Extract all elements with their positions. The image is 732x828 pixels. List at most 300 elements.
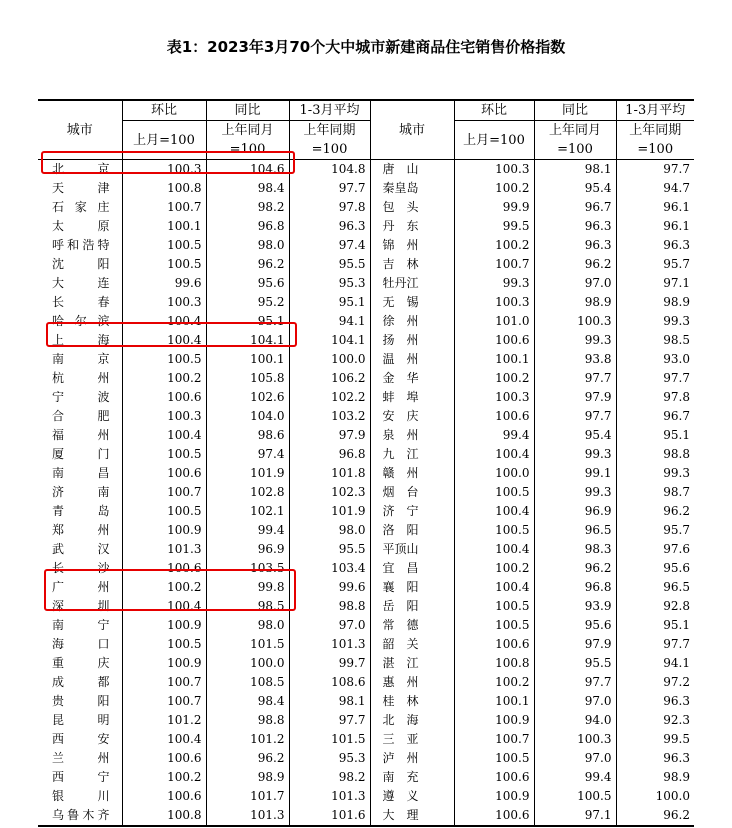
city-name: 乌鲁木齐 xyxy=(38,806,122,826)
mom-value: 100.4 xyxy=(122,597,206,616)
city-name-right: 锦 州 xyxy=(370,236,454,255)
city-name: 大 连 xyxy=(52,276,110,290)
yoy-value-right: 97.9 xyxy=(534,388,616,407)
yoy-value: 101.7 xyxy=(206,787,289,806)
city-name-right: 赣 州 xyxy=(370,464,454,483)
city-name-right: 三 亚 xyxy=(370,730,454,749)
city-name-right: 北 海 xyxy=(370,711,454,730)
table-row xyxy=(38,597,694,616)
table-row xyxy=(38,293,694,312)
city-name: 福 州 xyxy=(52,428,110,442)
yoy-value: 105.8 xyxy=(206,369,289,388)
yoy-value-right: 98.1 xyxy=(534,160,616,180)
ytd-value-right: 96.1 xyxy=(616,217,694,236)
city-name-right: 金 华 xyxy=(370,369,454,388)
ytd-value: 104.1 xyxy=(289,331,370,350)
ytd-value-right: 98.9 xyxy=(616,768,694,787)
ytd-value: 99.7 xyxy=(289,654,370,673)
city-name: 西 宁 xyxy=(52,770,110,784)
mom-value: 100.6 xyxy=(122,787,206,806)
city-name: 广 州 xyxy=(52,580,110,594)
city-name: 太 原 xyxy=(52,219,110,233)
mom-value-right: 100.6 xyxy=(454,806,534,826)
mom-value-right: 100.3 xyxy=(454,293,534,312)
table-row xyxy=(38,711,694,730)
mom-value: 100.5 xyxy=(122,445,206,464)
ytd-value-right: 94.1 xyxy=(616,654,694,673)
yoy-value-right: 96.5 xyxy=(534,521,616,540)
ytd-value-right: 96.5 xyxy=(616,578,694,597)
yoy-value-right: 98.3 xyxy=(534,540,616,559)
mom-value-right: 100.6 xyxy=(454,635,534,654)
ytd-value: 95.5 xyxy=(289,540,370,559)
city-name: 成 都 xyxy=(52,675,110,689)
city-name-right: 济 宁 xyxy=(370,502,454,521)
mom-value: 101.3 xyxy=(122,540,206,559)
ytd-value-right: 97.2 xyxy=(616,673,694,692)
city-name-right: 韶 关 xyxy=(370,635,454,654)
table-row xyxy=(38,179,694,198)
yoy-subheader-right: 上年同月 =100 xyxy=(534,121,616,160)
mom-value: 100.5 xyxy=(122,502,206,521)
city-name: 上 海 xyxy=(52,333,110,347)
yoy-value: 98.6 xyxy=(206,426,289,445)
city-name-right: 包 头 xyxy=(370,198,454,217)
mom-value-right: 100.5 xyxy=(454,749,534,768)
city-name-right: 湛 江 xyxy=(370,654,454,673)
mom-value-right: 100.2 xyxy=(454,559,534,578)
city-name: 济 南 xyxy=(52,485,110,499)
mom-value-right: 100.2 xyxy=(454,179,534,198)
city-name-right: 常 德 xyxy=(370,616,454,635)
ytd-value: 97.7 xyxy=(289,711,370,730)
mom-value: 100.8 xyxy=(122,179,206,198)
yoy-value-right: 97.7 xyxy=(534,673,616,692)
ytd-value-right: 96.2 xyxy=(616,806,694,826)
yoy-value: 96.2 xyxy=(206,749,289,768)
mom-value: 100.5 xyxy=(122,236,206,255)
ytd-header: 1-3月平均 xyxy=(289,100,370,121)
yoy-value-right: 95.4 xyxy=(534,426,616,445)
mom-value-right: 100.3 xyxy=(454,388,534,407)
city-name: 重 庆 xyxy=(52,656,110,670)
mom-value-right: 99.3 xyxy=(454,274,534,293)
table-row xyxy=(38,578,694,597)
mom-value-right: 99.9 xyxy=(454,198,534,217)
city-name-right: 大 理 xyxy=(370,806,454,826)
yoy-value-right: 99.3 xyxy=(534,445,616,464)
yoy-value-right: 96.3 xyxy=(534,217,616,236)
ytd-value: 97.4 xyxy=(289,236,370,255)
ytd-value: 95.1 xyxy=(289,293,370,312)
ytd-value: 103.2 xyxy=(289,407,370,426)
ytd-value: 99.6 xyxy=(289,578,370,597)
mom-value-right: 100.1 xyxy=(454,692,534,711)
mom-value: 100.2 xyxy=(122,369,206,388)
city-name: 海 口 xyxy=(52,637,110,651)
ytd-value: 100.0 xyxy=(289,350,370,369)
mom-value: 100.3 xyxy=(122,407,206,426)
ytd-value-right: 96.2 xyxy=(616,502,694,521)
yoy-value: 98.0 xyxy=(206,616,289,635)
yoy-value: 95.2 xyxy=(206,293,289,312)
yoy-value-right: 97.0 xyxy=(534,692,616,711)
ytd-value-right: 95.7 xyxy=(616,521,694,540)
ytd-value-right: 92.3 xyxy=(616,711,694,730)
table-row xyxy=(38,616,694,635)
mom-value: 100.7 xyxy=(122,673,206,692)
table-row xyxy=(38,350,694,369)
mom-value-right: 100.6 xyxy=(454,407,534,426)
city-name: 兰 州 xyxy=(52,751,110,765)
table-row xyxy=(38,521,694,540)
city-name: 石家庄 xyxy=(52,200,110,214)
table-row xyxy=(38,160,694,180)
yoy-value-right: 100.5 xyxy=(534,787,616,806)
city-name-right: 扬 州 xyxy=(370,331,454,350)
table-row xyxy=(38,331,694,350)
mom-header-right: 环比 xyxy=(454,100,534,121)
mom-value: 100.7 xyxy=(122,483,206,502)
city-name-right: 宜 昌 xyxy=(370,559,454,578)
mom-value: 100.9 xyxy=(122,521,206,540)
mom-value: 101.2 xyxy=(122,711,206,730)
yoy-value: 96.2 xyxy=(206,255,289,274)
table-row xyxy=(38,217,694,236)
ytd-value-right: 98.7 xyxy=(616,483,694,502)
yoy-value: 98.9 xyxy=(206,768,289,787)
yoy-value-right: 95.5 xyxy=(534,654,616,673)
city-name-right: 蚌 埠 xyxy=(370,388,454,407)
ytd-value-right: 93.0 xyxy=(616,350,694,369)
yoy-value-right: 94.0 xyxy=(534,711,616,730)
table-row xyxy=(38,426,694,445)
ytd-value-right: 97.6 xyxy=(616,540,694,559)
ytd-value: 95.3 xyxy=(289,749,370,768)
city-name: 长 春 xyxy=(52,295,110,309)
yoy-value-right: 96.2 xyxy=(534,255,616,274)
table-row xyxy=(38,502,694,521)
mom-value: 100.1 xyxy=(122,217,206,236)
mom-value-right: 100.1 xyxy=(454,350,534,369)
city-name: 青 岛 xyxy=(52,504,110,518)
ytd-value-right: 95.6 xyxy=(616,559,694,578)
city-name: 武 汉 xyxy=(52,542,110,556)
ytd-value-right: 97.8 xyxy=(616,388,694,407)
ytd-value: 97.9 xyxy=(289,426,370,445)
yoy-value-right: 97.0 xyxy=(534,274,616,293)
mom-value: 100.4 xyxy=(122,331,206,350)
yoy-value-right: 97.0 xyxy=(534,749,616,768)
city-name: 厦 门 xyxy=(52,447,110,461)
mom-value: 100.4 xyxy=(122,312,206,331)
table-row xyxy=(38,635,694,654)
ytd-value: 98.1 xyxy=(289,692,370,711)
yoy-value: 96.8 xyxy=(206,217,289,236)
ytd-value-right: 96.3 xyxy=(616,749,694,768)
yoy-value: 101.2 xyxy=(206,730,289,749)
city-name-right: 烟 台 xyxy=(370,483,454,502)
yoy-value-right: 99.3 xyxy=(534,483,616,502)
yoy-value: 101.3 xyxy=(206,806,289,826)
city-name: 郑 州 xyxy=(52,523,110,537)
city-name: 合 肥 xyxy=(52,409,110,423)
yoy-value-right: 97.1 xyxy=(534,806,616,826)
yoy-value-right: 95.4 xyxy=(534,179,616,198)
ytd-value-right: 97.7 xyxy=(616,635,694,654)
city-name: 长 沙 xyxy=(52,561,110,575)
yoy-value-right: 99.4 xyxy=(534,768,616,787)
city-name: 天 津 xyxy=(52,181,110,195)
ytd-value-right: 97.7 xyxy=(616,369,694,388)
table-row xyxy=(38,464,694,483)
ytd-value-right: 94.7 xyxy=(616,179,694,198)
mom-subheader-right: 上月=100 xyxy=(454,121,534,160)
table-row xyxy=(38,730,694,749)
mom-value: 100.7 xyxy=(122,692,206,711)
mom-value: 100.2 xyxy=(122,768,206,787)
ytd-value: 104.8 xyxy=(289,160,370,180)
mom-value: 100.2 xyxy=(122,578,206,597)
mom-value: 100.6 xyxy=(122,388,206,407)
ytd-value-right: 98.9 xyxy=(616,293,694,312)
city-header-right: 城市 xyxy=(370,100,454,160)
ytd-value-right: 95.1 xyxy=(616,616,694,635)
ytd-value: 97.0 xyxy=(289,616,370,635)
mom-value-right: 100.3 xyxy=(454,160,534,180)
ytd-value: 95.5 xyxy=(289,255,370,274)
mom-value-right: 100.8 xyxy=(454,654,534,673)
mom-value-right: 100.5 xyxy=(454,521,534,540)
mom-value: 100.7 xyxy=(122,198,206,217)
ytd-value: 96.8 xyxy=(289,445,370,464)
city-name: 深 圳 xyxy=(52,599,110,613)
ytd-value-right: 97.7 xyxy=(616,160,694,180)
table-row xyxy=(38,369,694,388)
yoy-value-right: 96.8 xyxy=(534,578,616,597)
city-name-right: 安 庆 xyxy=(370,407,454,426)
city-name: 南 昌 xyxy=(52,466,110,480)
ytd-value: 101.5 xyxy=(289,730,370,749)
city-name-right: 惠 州 xyxy=(370,673,454,692)
mom-value: 100.4 xyxy=(122,730,206,749)
city-name-right: 南 充 xyxy=(370,768,454,787)
yoy-value: 97.4 xyxy=(206,445,289,464)
city-name-right: 泉 州 xyxy=(370,426,454,445)
city-name-right: 泸 州 xyxy=(370,749,454,768)
city-name-right: 徐 州 xyxy=(370,312,454,331)
ytd-value: 101.6 xyxy=(289,806,370,826)
yoy-value: 99.4 xyxy=(206,521,289,540)
mom-value: 100.5 xyxy=(122,635,206,654)
yoy-value-right: 97.7 xyxy=(534,407,616,426)
city-name: 沈 阳 xyxy=(52,257,110,271)
ytd-value: 94.1 xyxy=(289,312,370,331)
table-row xyxy=(38,388,694,407)
mom-value: 100.9 xyxy=(122,654,206,673)
table-row xyxy=(38,255,694,274)
mom-header: 环比 xyxy=(122,100,206,121)
city-name-right: 温 州 xyxy=(370,350,454,369)
yoy-value-right: 96.7 xyxy=(534,198,616,217)
table-row xyxy=(38,654,694,673)
ytd-subheader-right: 上年同期 =100 xyxy=(616,121,694,160)
city-name-right: 吉 林 xyxy=(370,255,454,274)
table-row xyxy=(38,692,694,711)
ytd-value: 98.8 xyxy=(289,597,370,616)
mom-value-right: 99.4 xyxy=(454,426,534,445)
yoy-value: 95.1 xyxy=(206,312,289,331)
yoy-value: 102.8 xyxy=(206,483,289,502)
mom-value: 100.6 xyxy=(122,559,206,578)
mom-value-right: 100.2 xyxy=(454,236,534,255)
mom-value: 100.9 xyxy=(122,616,206,635)
mom-value: 100.6 xyxy=(122,749,206,768)
mom-value-right: 100.2 xyxy=(454,369,534,388)
city-name-right: 丹 东 xyxy=(370,217,454,236)
ytd-value-right: 97.1 xyxy=(616,274,694,293)
ytd-value: 106.2 xyxy=(289,369,370,388)
ytd-value-right: 96.3 xyxy=(616,236,694,255)
ytd-value-right: 99.5 xyxy=(616,730,694,749)
yoy-value: 98.4 xyxy=(206,179,289,198)
mom-value: 100.3 xyxy=(122,293,206,312)
mom-value-right: 100.9 xyxy=(454,711,534,730)
ytd-value: 102.3 xyxy=(289,483,370,502)
yoy-value-right: 93.8 xyxy=(534,350,616,369)
yoy-value: 96.9 xyxy=(206,540,289,559)
city-name: 北 京 xyxy=(52,162,110,176)
yoy-value: 100.0 xyxy=(206,654,289,673)
ytd-value-right: 99.3 xyxy=(616,464,694,483)
ytd-value: 101.8 xyxy=(289,464,370,483)
yoy-subheader: 上年同月 =100 xyxy=(206,121,289,160)
ytd-value: 96.3 xyxy=(289,217,370,236)
yoy-value-right: 96.3 xyxy=(534,236,616,255)
yoy-value-right: 96.2 xyxy=(534,559,616,578)
ytd-value-right: 95.7 xyxy=(616,255,694,274)
city-name: 南 宁 xyxy=(52,618,110,632)
yoy-value: 98.0 xyxy=(206,236,289,255)
mom-subheader: 上月=100 xyxy=(122,121,206,160)
yoy-value: 99.8 xyxy=(206,578,289,597)
mom-value-right: 101.0 xyxy=(454,312,534,331)
table-row xyxy=(38,236,694,255)
yoy-value: 104.6 xyxy=(206,160,289,180)
ytd-value-right: 96.7 xyxy=(616,407,694,426)
table-row xyxy=(38,445,694,464)
mom-value-right: 100.0 xyxy=(454,464,534,483)
mom-value: 100.4 xyxy=(122,426,206,445)
ytd-value-right: 99.3 xyxy=(616,312,694,331)
yoy-value: 102.6 xyxy=(206,388,289,407)
price-index-table xyxy=(38,99,694,827)
table-row xyxy=(38,198,694,217)
ytd-value-right: 95.1 xyxy=(616,426,694,445)
mom-value: 100.5 xyxy=(122,255,206,274)
table-row xyxy=(38,787,694,806)
table-row xyxy=(38,483,694,502)
ytd-value-right: 92.8 xyxy=(616,597,694,616)
mom-value-right: 99.5 xyxy=(454,217,534,236)
ytd-value-right: 98.5 xyxy=(616,331,694,350)
mom-value-right: 100.4 xyxy=(454,578,534,597)
ytd-value-right: 100.0 xyxy=(616,787,694,806)
ytd-header-right: 1-3月平均 xyxy=(616,100,694,121)
ytd-value: 101.3 xyxy=(289,635,370,654)
yoy-value-right: 93.9 xyxy=(534,597,616,616)
city-name-right: 洛 阳 xyxy=(370,521,454,540)
table-row xyxy=(38,540,694,559)
ytd-value: 108.6 xyxy=(289,673,370,692)
city-name: 昆 明 xyxy=(52,713,110,727)
city-name: 西 安 xyxy=(52,732,110,746)
ytd-value-right: 96.3 xyxy=(616,692,694,711)
table-row xyxy=(38,312,694,331)
ytd-value: 98.2 xyxy=(289,768,370,787)
yoy-value: 101.9 xyxy=(206,464,289,483)
table-row xyxy=(38,274,694,293)
yoy-value: 104.0 xyxy=(206,407,289,426)
mom-value-right: 100.5 xyxy=(454,616,534,635)
mom-value-right: 100.9 xyxy=(454,787,534,806)
yoy-header-right: 同比 xyxy=(534,100,616,121)
mom-value-right: 100.5 xyxy=(454,597,534,616)
yoy-value: 98.2 xyxy=(206,198,289,217)
yoy-value: 104.1 xyxy=(206,331,289,350)
yoy-value-right: 100.3 xyxy=(534,312,616,331)
table-row xyxy=(38,806,694,826)
city-name-right: 九 江 xyxy=(370,445,454,464)
table-row xyxy=(38,673,694,692)
city-name-right: 平顶山 xyxy=(370,540,454,559)
mom-value: 100.5 xyxy=(122,350,206,369)
yoy-value-right: 100.3 xyxy=(534,730,616,749)
mom-value: 99.6 xyxy=(122,274,206,293)
city-name: 宁 波 xyxy=(52,390,110,404)
city-name: 南 京 xyxy=(52,352,110,366)
ytd-value: 102.2 xyxy=(289,388,370,407)
yoy-value: 98.8 xyxy=(206,711,289,730)
city-name-right: 桂 林 xyxy=(370,692,454,711)
yoy-value-right: 97.7 xyxy=(534,369,616,388)
mom-value: 100.3 xyxy=(122,160,206,180)
city-name-right: 牡丹江 xyxy=(370,274,454,293)
yoy-value-right: 99.3 xyxy=(534,331,616,350)
mom-value-right: 100.4 xyxy=(454,445,534,464)
mom-value-right: 100.4 xyxy=(454,540,534,559)
ytd-value-right: 96.1 xyxy=(616,198,694,217)
mom-value-right: 100.7 xyxy=(454,255,534,274)
table-row xyxy=(38,407,694,426)
mom-value-right: 100.7 xyxy=(454,730,534,749)
mom-value: 100.8 xyxy=(122,806,206,826)
yoy-value: 103.5 xyxy=(206,559,289,578)
mom-value-right: 100.5 xyxy=(454,483,534,502)
ytd-value: 101.3 xyxy=(289,787,370,806)
ytd-value: 101.9 xyxy=(289,502,370,521)
mom-value-right: 100.2 xyxy=(454,673,534,692)
ytd-value: 95.3 xyxy=(289,274,370,293)
yoy-value-right: 97.9 xyxy=(534,635,616,654)
yoy-value-right: 99.1 xyxy=(534,464,616,483)
yoy-value-right: 98.9 xyxy=(534,293,616,312)
yoy-value-right: 95.6 xyxy=(534,616,616,635)
yoy-value: 100.1 xyxy=(206,350,289,369)
table-title: 表1：2023年3月70个大中城市新建商品住宅销售价格指数 xyxy=(166,38,566,56)
ytd-value: 98.0 xyxy=(289,521,370,540)
yoy-value: 98.5 xyxy=(206,597,289,616)
